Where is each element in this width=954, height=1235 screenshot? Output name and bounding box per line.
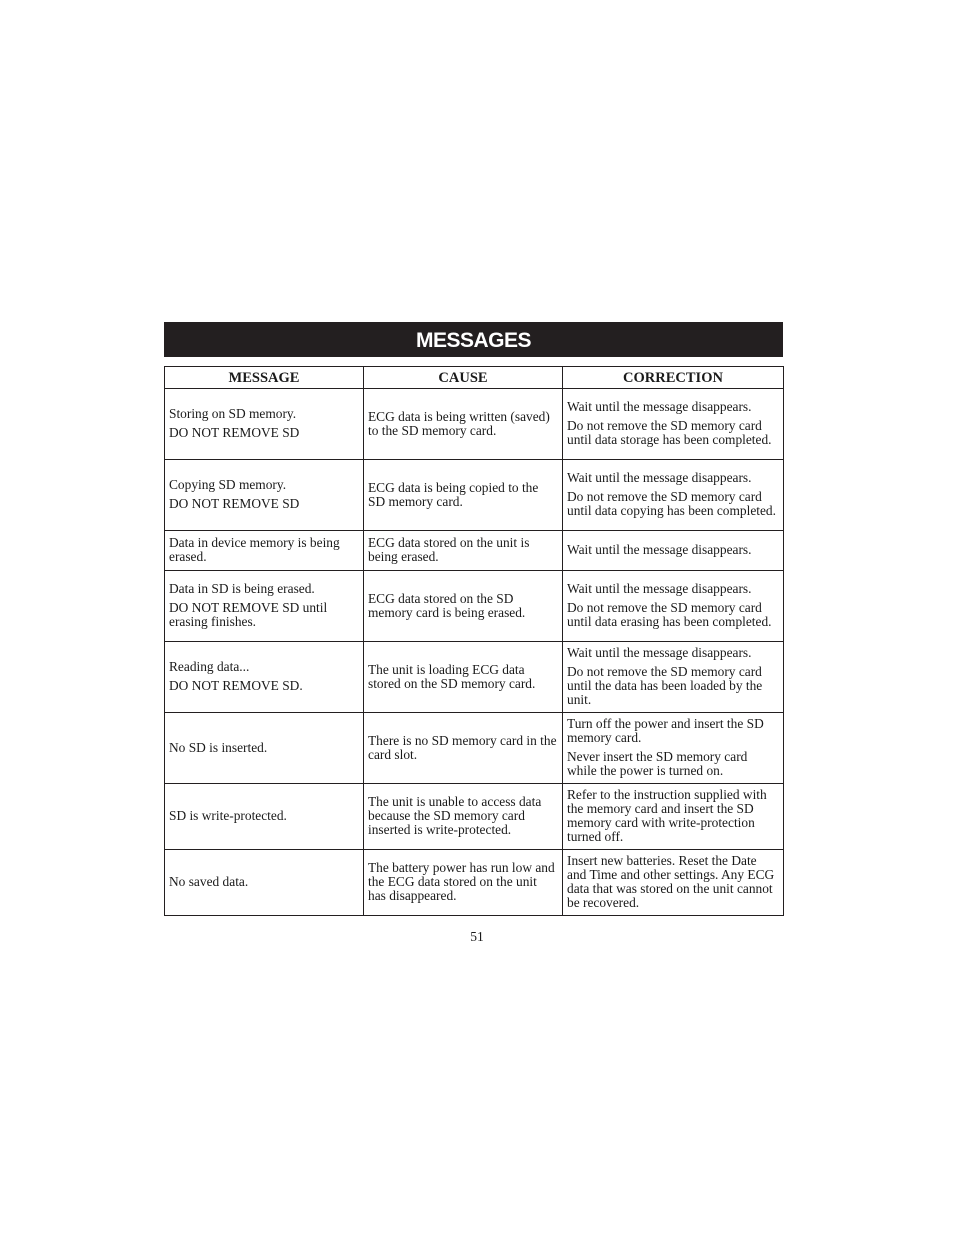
correction-cell: [563, 850, 784, 916]
message-text: Reading data...: [169, 659, 250, 674]
correction-text: Turn off the power and insert the SD memory card.: [567, 716, 764, 745]
message-text: Data in SD is being erased.: [169, 581, 315, 596]
message-cell: [165, 642, 364, 713]
correction-cell: [563, 642, 784, 713]
message-text: Storing on SD memory.: [169, 406, 297, 421]
table-row: [165, 850, 784, 916]
cause-cell: [364, 784, 563, 850]
message-text: DO NOT REMOVE SD until erasing finishes.: [169, 600, 328, 629]
correction-text: Wait until the message disappears.: [567, 581, 752, 596]
message-cell: [165, 713, 364, 784]
message-text: Data in device memory is being erased.: [169, 535, 340, 564]
correction-cell: [563, 460, 784, 531]
correction-text: Do not remove the SD memory card until data erasing has been completed.: [567, 600, 772, 629]
cause-cell: [364, 571, 563, 642]
correction-text: Refer to the instruction supplied with the memory card and insert the SD memory card with write-protection turned off.: [567, 787, 767, 844]
column-header-correction: CORRECTION: [563, 367, 784, 389]
messages-table: [164, 366, 784, 916]
message-cell: [165, 850, 364, 916]
cause-cell: [364, 850, 563, 916]
correction-text: Never insert the SD memory card while the power is turned on.: [567, 749, 748, 778]
correction-text: Do not remove the SD memory card until the data has been loaded by the unit.: [567, 664, 763, 707]
page-number: 51: [470, 929, 484, 944]
table-row: [165, 642, 784, 713]
column-header-message: MESSAGE: [165, 367, 364, 389]
correction-text: Wait until the message disappears.: [567, 542, 752, 557]
message-cell: [165, 531, 364, 571]
message-text: DO NOT REMOVE SD.: [169, 678, 303, 693]
message-text: DO NOT REMOVE SD: [169, 496, 300, 511]
cause-text: The unit is unable to access data because the SD memory card inserted is write-protected.: [368, 794, 542, 837]
message-text: No SD is inserted.: [169, 739, 268, 755]
message-cell: [165, 784, 364, 850]
message-text: No saved data.: [169, 874, 249, 889]
correction-text: Wait until the message disappears.: [567, 470, 752, 485]
cause-cell: [364, 460, 563, 531]
table-header-row: [165, 367, 784, 389]
cause-text: ECG data is being written (saved) to the SD memory card.: [368, 408, 550, 438]
correction-cell: [563, 389, 784, 460]
cause-text: The unit is loading ECG data stored on the SD memory card.: [368, 661, 536, 691]
message-text: SD is write-protected.: [169, 808, 287, 823]
cause-text: ECG data stored on the unit is being erased.: [368, 535, 530, 564]
table-row: [165, 531, 784, 571]
message-cell: [165, 571, 364, 642]
correction-text: Do not remove the SD memory card until data copying has been completed.: [567, 489, 776, 518]
cause-text: ECG data is being copied to the SD memory card.: [368, 479, 539, 509]
cause-text: There is no SD memory card in the card slot.: [368, 732, 557, 762]
cause-cell: [364, 713, 563, 784]
correction-cell: [563, 571, 784, 642]
message-cell: [165, 389, 364, 460]
correction-cell: [563, 784, 784, 850]
table-row: [165, 713, 784, 784]
section-title: MESSAGES: [164, 322, 783, 357]
table-row: [165, 460, 784, 531]
message-cell: [165, 460, 364, 531]
table-row: [165, 389, 784, 460]
correction-text: Wait until the message disappears.: [567, 399, 752, 414]
correction-text: Wait until the message disappears.: [567, 645, 752, 660]
column-header-cause: CAUSE: [364, 367, 563, 389]
correction-cell: [563, 531, 784, 571]
cause-text: ECG data stored on the SD memory card is being erased.: [368, 590, 526, 620]
cause-cell: [364, 531, 563, 571]
message-text: DO NOT REMOVE SD: [169, 425, 300, 440]
table-row: [165, 571, 784, 642]
correction-text: Insert new batteries. Reset the Date and Time and other settings. Any ECG data that was stored on the unit cannot be recovered.: [567, 853, 775, 910]
cause-cell: [364, 642, 563, 713]
message-text: Copying SD memory.: [169, 477, 287, 492]
cause-cell: [364, 389, 563, 460]
cause-text: The battery power has run low and the ECG data stored on the unit has disappeared.: [368, 860, 555, 903]
correction-text: Do not remove the SD memory card until data storage has been completed.: [567, 418, 772, 447]
correction-cell: [563, 713, 784, 784]
table-row: [165, 784, 784, 850]
